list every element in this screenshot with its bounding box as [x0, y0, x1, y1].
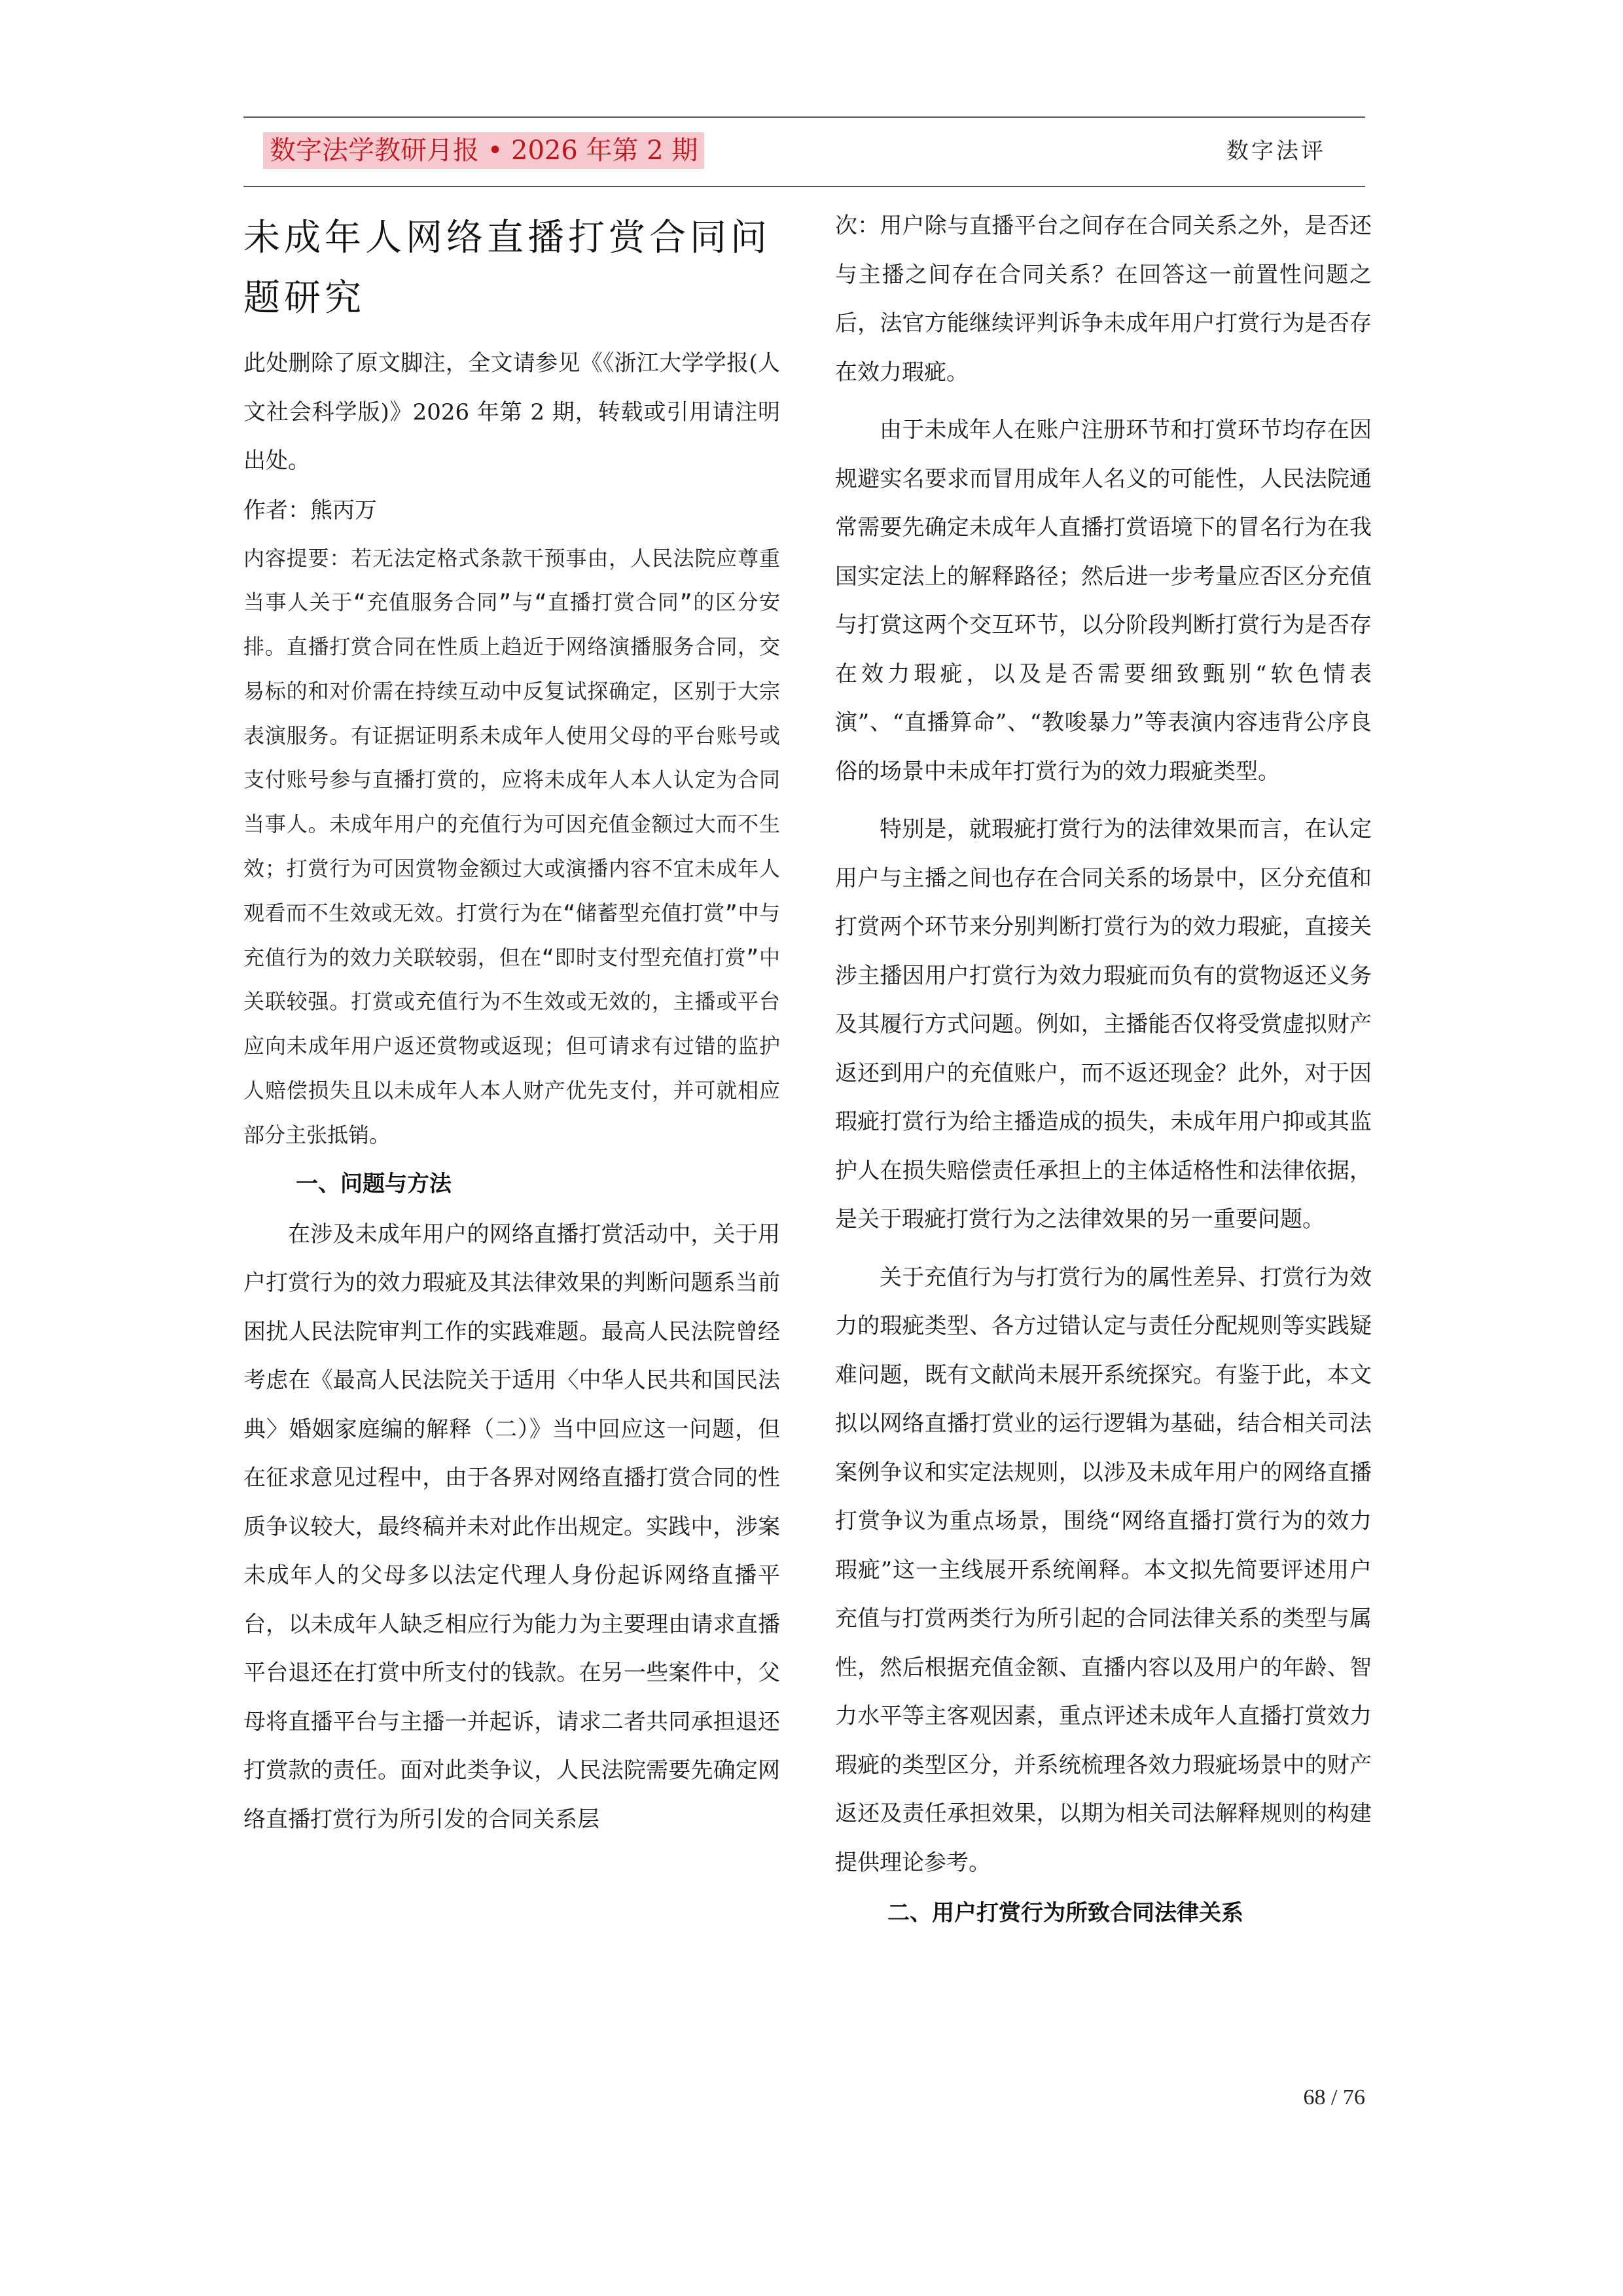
body-paragraph-1: 在涉及未成年用户的网络直播打赏活动中，关于用户打赏行为的效力瑕疵及其法律效果的判断问题系当前困扰人民法院审判工作的实践难题。最高人民法院曾经考虑在《最高人民法院关于适用〈中华人民共和国民法典〉婚姻家庭编的解释（二）》当中回应这一问题，但在征求意见过程中，由于各界对网络直播打赏合同的性质争议较大，最终稿并未对此作出规定。实践中，涉案未成年人的父母多以法定代理人身份起诉网络直播平台，以未成年人缺乏相应行为能力为主要理由请求直播平台退还在打赏中所支付的钱款。在另一些案件中，父母将直播平台与主播一并起诉，请求二者共同承担退还打赏款的责任。面对此类争议，人民法院需要先确定网络直播打赏行为所引发的合同关系层 — [243, 1221, 780, 1833]
journal-title: 数字法学教研月报 • 2026 年第 2 期 — [263, 132, 704, 169]
body-paragraph-2: 由于未成年人在账户注册环节和打赏环节均存在因规避实名要求而冒用成年人名义的可能性，人民法院通常需要先确定未成年人直播打赏语境下的冒名行为在我国实定法上的解释路径；然后进一步考量应否区分充值与打赏这两个交互环节，以分阶段判断打赏行为是否存在效力瑕疵，以及是否需要细致甄别“软色情表演”、“直播算命”、“教唆暴力”等表演内容违背公序良俗的场景中未成年打赏行为的效力瑕疵类型。 — [835, 417, 1372, 785]
article-title: 未成年人网络直播打赏合同问题研究 — [243, 217, 771, 319]
body-paragraph-3: 特别是，就瑕疵打赏行为的法律效果而言，在认定用户与主播之间也存在合同关系的场景中，区分充值和打赏两个环节来分别判断打赏行为的效力瑕疵，直接关涉主播因用户打赏行为效力瑕疵而负有的赏物返还义务及其履行方式问题。例如，主播能否仅将受赏虚拟财产返还到用户的充值账户，而不返还现金？此外，对于因瑕疵打赏行为给主播造成的损失，未成年用户抑或其监护人在损失赔偿责任承担上的主体适格性和法律依据，是关于瑕疵打赏行为之法律效果的另一重要问题。 — [835, 816, 1372, 1232]
section-heading-1: 一、问题与方法 — [296, 1170, 452, 1197]
section-label: 数字法评 — [1226, 138, 1326, 164]
page-number: 68 / 76 — [1303, 2085, 1365, 2109]
abstract: 内容提要：若无法定格式条款干预事由，人民法院应尊重当事人关于“充值服务合同”与“直播打赏合同”的区分安排。直播打赏合同在性质上趋近于网络演播服务合同，交易标的和对价需在持续互动中反复试探确定，区别于大宗表演服务。有证据证明系未成年人使用父母的平台账号或支付账号参与直播打赏的，应将未成年人本人认定为合同当事人。未成年用户的充值行为可因充值金额过大而不生效；打赏行为可因赏物金额过大或演播内容不宜未成年人观看而不生效或无效。打赏行为在“储蓄型充值打赏”中与充值行为的效力关联较弱，但在“即时支付型充值打赏”中关联较强。打赏或充值行为不生效或无效的，主播或平台应向未成年用户返还赏物或返现；但可请求有过错的监护人赔偿损失且以未成年人本人财产优先支付，并可就相应部分主张抵销。 — [243, 545, 780, 1147]
right-column — [835, 202, 1372, 1939]
source-note: 此处删除了原文脚注，全文请参见《《浙江大学学报(人文社会科学版)》2026 年第 2 期，转载或引用请注明出处。 — [243, 350, 780, 474]
author-line: 作者：熊丙万 — [243, 497, 377, 524]
running-header — [243, 117, 1365, 187]
body-paragraph-1-continued: 次：用户除与直播平台之间存在合同关系之外，是否还与主播之间存在合同关系？在回答这一前置性问题之后，法官方能继续评判诉争未成年用户打赏行为是否存在效力瑕疵。 — [835, 213, 1372, 386]
left-column — [243, 202, 780, 1844]
body-paragraph-4: 关于充值行为与打赏行为的属性差异、打赏行为效力的瑕疵类型、各方过错认定与责任分配规则等实践疑难问题，既有文献尚未展开系统探究。有鉴于此，本文拟以网络直播打赏业的运行逻辑为基础，结合相关司法案例争议和实定法规则，以涉及未成年用户的网络直播打赏争议为重点场景，围绕“网络直播打赏行为的效力瑕疵”这一主线展开系统阐释。本文拟先简要评述用户充值与打赏两类行为所引起的合同法律关系的类型与属性，然后根据充值金额、直播内容以及用户的年龄、智力水平等主客观因素，重点评述未成年人直播打赏效力瑕疵的类型区分，并系统梳理各效力瑕疵场景中的财产返还及责任承担效果，以期为相关司法解释规则的构建提供理论参考。 — [835, 1264, 1372, 1876]
section-heading-2: 二、用户打赏行为所致合同法律关系 — [887, 1900, 1243, 1926]
